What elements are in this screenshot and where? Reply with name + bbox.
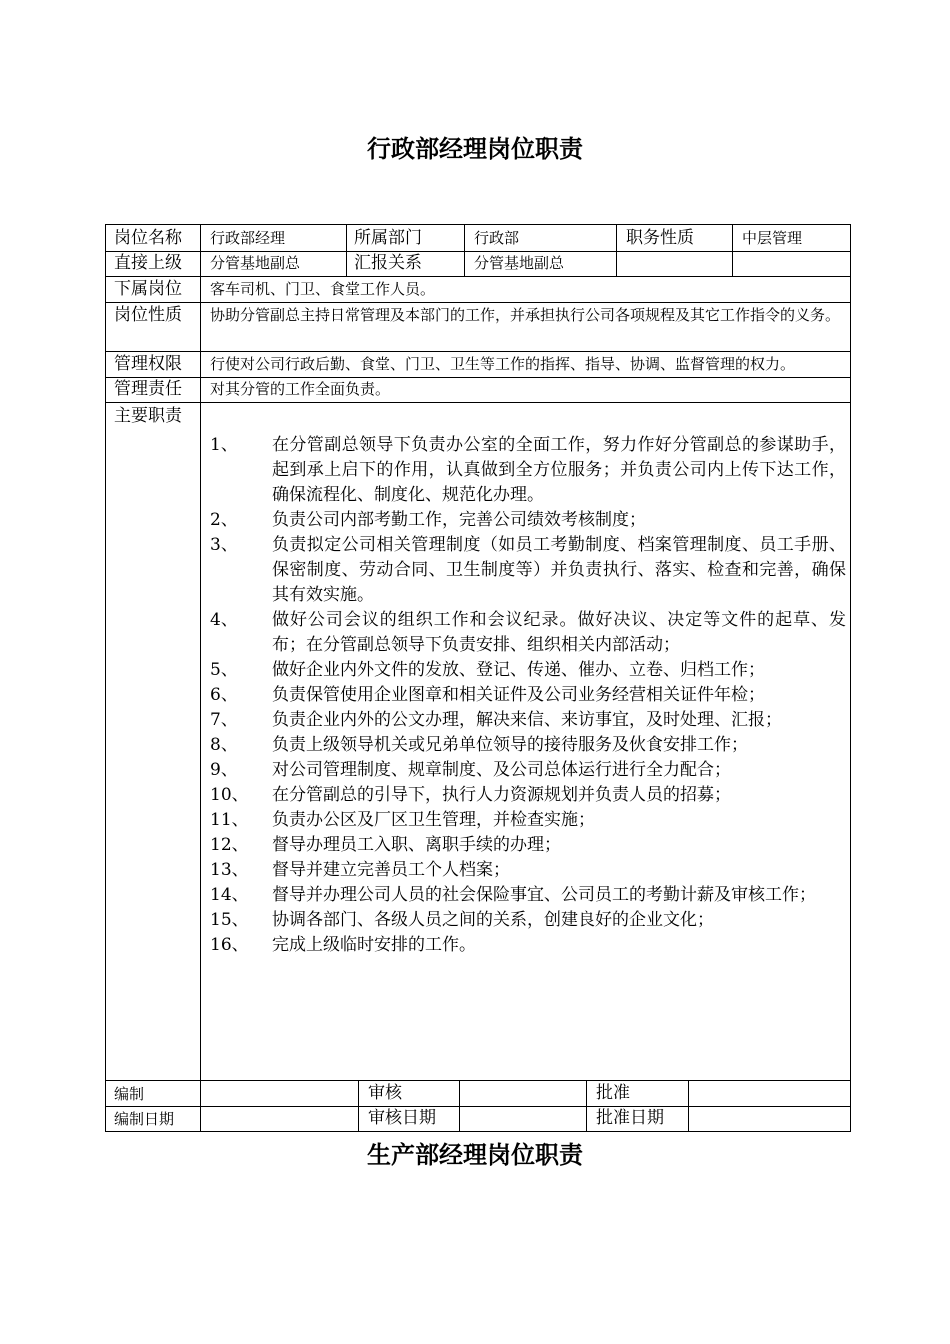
duty-item [210,883,846,908]
row-divider [106,276,850,277]
department-value: 行政部 [474,229,520,247]
duty-text: 做好公司会议的组织工作和会议纪录。做好决议、决定等文件的起草、发布；在分管副总领导下负责安排、组织相关内部活动； [272,610,846,655]
duty-text: 在分管副总的引导下，执行人力资源规划并负责人员的招募； [272,785,731,805]
duty-number: 7、 [210,710,238,730]
duty-item [210,783,846,808]
duty-text: 负责上级领导机关或兄弟单位领导的接待服务及伙食安排工作； [272,735,748,755]
job-description-table [105,224,851,1132]
duty-item [210,858,846,883]
duty-number: 12、 [210,835,249,855]
duty-item [210,933,846,958]
duty-item [210,708,846,733]
responsibility-value: 对其分管的工作全面负责。 [210,380,391,398]
job-nature-label: 职务性质 [626,228,694,248]
column-divider [732,225,733,276]
column-divider [586,1080,587,1132]
duty-number: 2、 [210,510,238,530]
duty-number: 1、 [210,435,238,455]
reviewed-by-label: 审核 [368,1083,402,1103]
duty-item [210,658,846,683]
duty-item [210,758,846,783]
duty-number: 5、 [210,660,238,680]
duty-text: 督导办理员工入职、离职手续的办理； [272,835,561,855]
duty-text: 负责办公区及厂区卫生管理，并检查实施； [272,810,595,830]
position-name-value: 行政部经理 [210,229,286,247]
authority-value: 行使对公司行政后勤、食堂、门卫、卫生等工作的指挥、指导、协调、监督管理的权力。 [210,355,796,373]
reporting-value: 分管基地副总 [474,254,565,272]
direct-superior-label: 直接上级 [114,253,182,273]
reporting-label: 汇报关系 [354,253,422,273]
duty-item [210,733,846,758]
main-duties-label: 主要职责 [114,406,182,426]
duty-text: 负责企业内外的公文办理，解决来信、来访事宜，及时处理、汇报； [272,710,782,730]
duty-text: 负责保管使用企业图章和相关证件及公司业务经营相关证件年检； [272,685,765,705]
job-nature-value: 中层管理 [742,229,803,247]
duty-number: 14、 [210,885,249,905]
direct-superior-value: 分管基地副总 [210,254,301,272]
approval-date-label: 批准日期 [596,1108,664,1128]
column-divider [200,225,201,1080]
duty-text: 协调各部门、各级人员之间的关系，创建良好的企业文化； [272,910,714,930]
authority-label: 管理权限 [114,354,182,374]
duty-text: 督导并办理公司人员的社会保险事宜、公司员工的考勤计薪及审核工作； [272,885,816,905]
duty-text: 督导并建立完善员工个人档案； [272,860,510,880]
prepared-date-label: 编制日期 [114,1110,175,1128]
next-document-title: 生产部经理岗位职责 [367,1141,583,1169]
duty-item [210,533,846,608]
column-divider [346,225,347,276]
duty-number: 11、 [210,810,249,830]
duty-item [210,908,846,933]
column-divider [688,1080,689,1132]
duty-text: 负责拟定公司相关管理制度（如员工考勤制度、档案管理制度、员工手册、保密制度、劳动合同、卫生制度等）并负责执行、落实、检查和完善，确保其有效实施。 [272,535,846,605]
row-divider [106,302,850,303]
department-label: 所属部门 [354,228,422,248]
approved-by-label: 批准 [596,1083,630,1103]
prepared-by-label: 编制 [114,1085,145,1103]
duty-number: 13、 [210,860,249,880]
duty-number: 16、 [210,935,249,955]
row-divider [106,1080,850,1081]
duty-item [210,683,846,708]
position-name-label: 岗位名称 [114,228,182,248]
subordinate-label: 下属岗位 [114,279,182,299]
duty-item [210,508,846,533]
duty-text: 在分管副总领导下负责办公室的全面工作，努力作好分管副总的参谋助手，起到承上启下的作用，认真做到全方位服务；并负责公司内上传下达工作，确保流程化、制度化、规范化办理。 [272,435,846,505]
column-divider [200,1080,201,1132]
position-nature-label: 岗位性质 [114,305,182,325]
duty-item [210,808,846,833]
duty-text: 负责公司内部考勤工作，完善公司绩效考核制度； [272,510,646,530]
duty-item [210,608,846,658]
position-nature-value: 协助分管副总主持日常管理及本部门的工作，并承担执行公司各项规程及其它工作指令的义务。 [210,306,841,324]
duty-number: 10、 [210,785,249,805]
duty-number: 15、 [210,910,249,930]
duty-number: 9、 [210,760,238,780]
duty-item [210,833,846,858]
column-divider [358,1080,359,1132]
row-divider [106,351,850,352]
document-title: 行政部经理岗位职责 [367,135,583,163]
duty-number: 8、 [210,735,238,755]
review-date-label: 审核日期 [368,1108,436,1128]
row-divider [106,1106,850,1107]
duty-number: 4、 [210,610,238,630]
duties-list [210,433,846,958]
duty-item [210,433,846,508]
row-divider [106,402,850,403]
duty-number: 3、 [210,535,238,555]
duty-text: 完成上级临时安排的工作。 [272,935,476,955]
duty-number: 6、 [210,685,238,705]
responsibility-label: 管理责任 [114,379,182,399]
column-divider [616,225,617,276]
column-divider [464,225,465,276]
subordinate-value: 客车司机、门卫、食堂工作人员。 [210,280,436,298]
duty-text: 做好企业内外文件的发放、登记、传递、催办、立卷、归档工作； [272,660,765,680]
column-divider [459,1080,460,1132]
duty-text: 对公司管理制度、规章制度、及公司总体运行进行全力配合； [272,760,731,780]
